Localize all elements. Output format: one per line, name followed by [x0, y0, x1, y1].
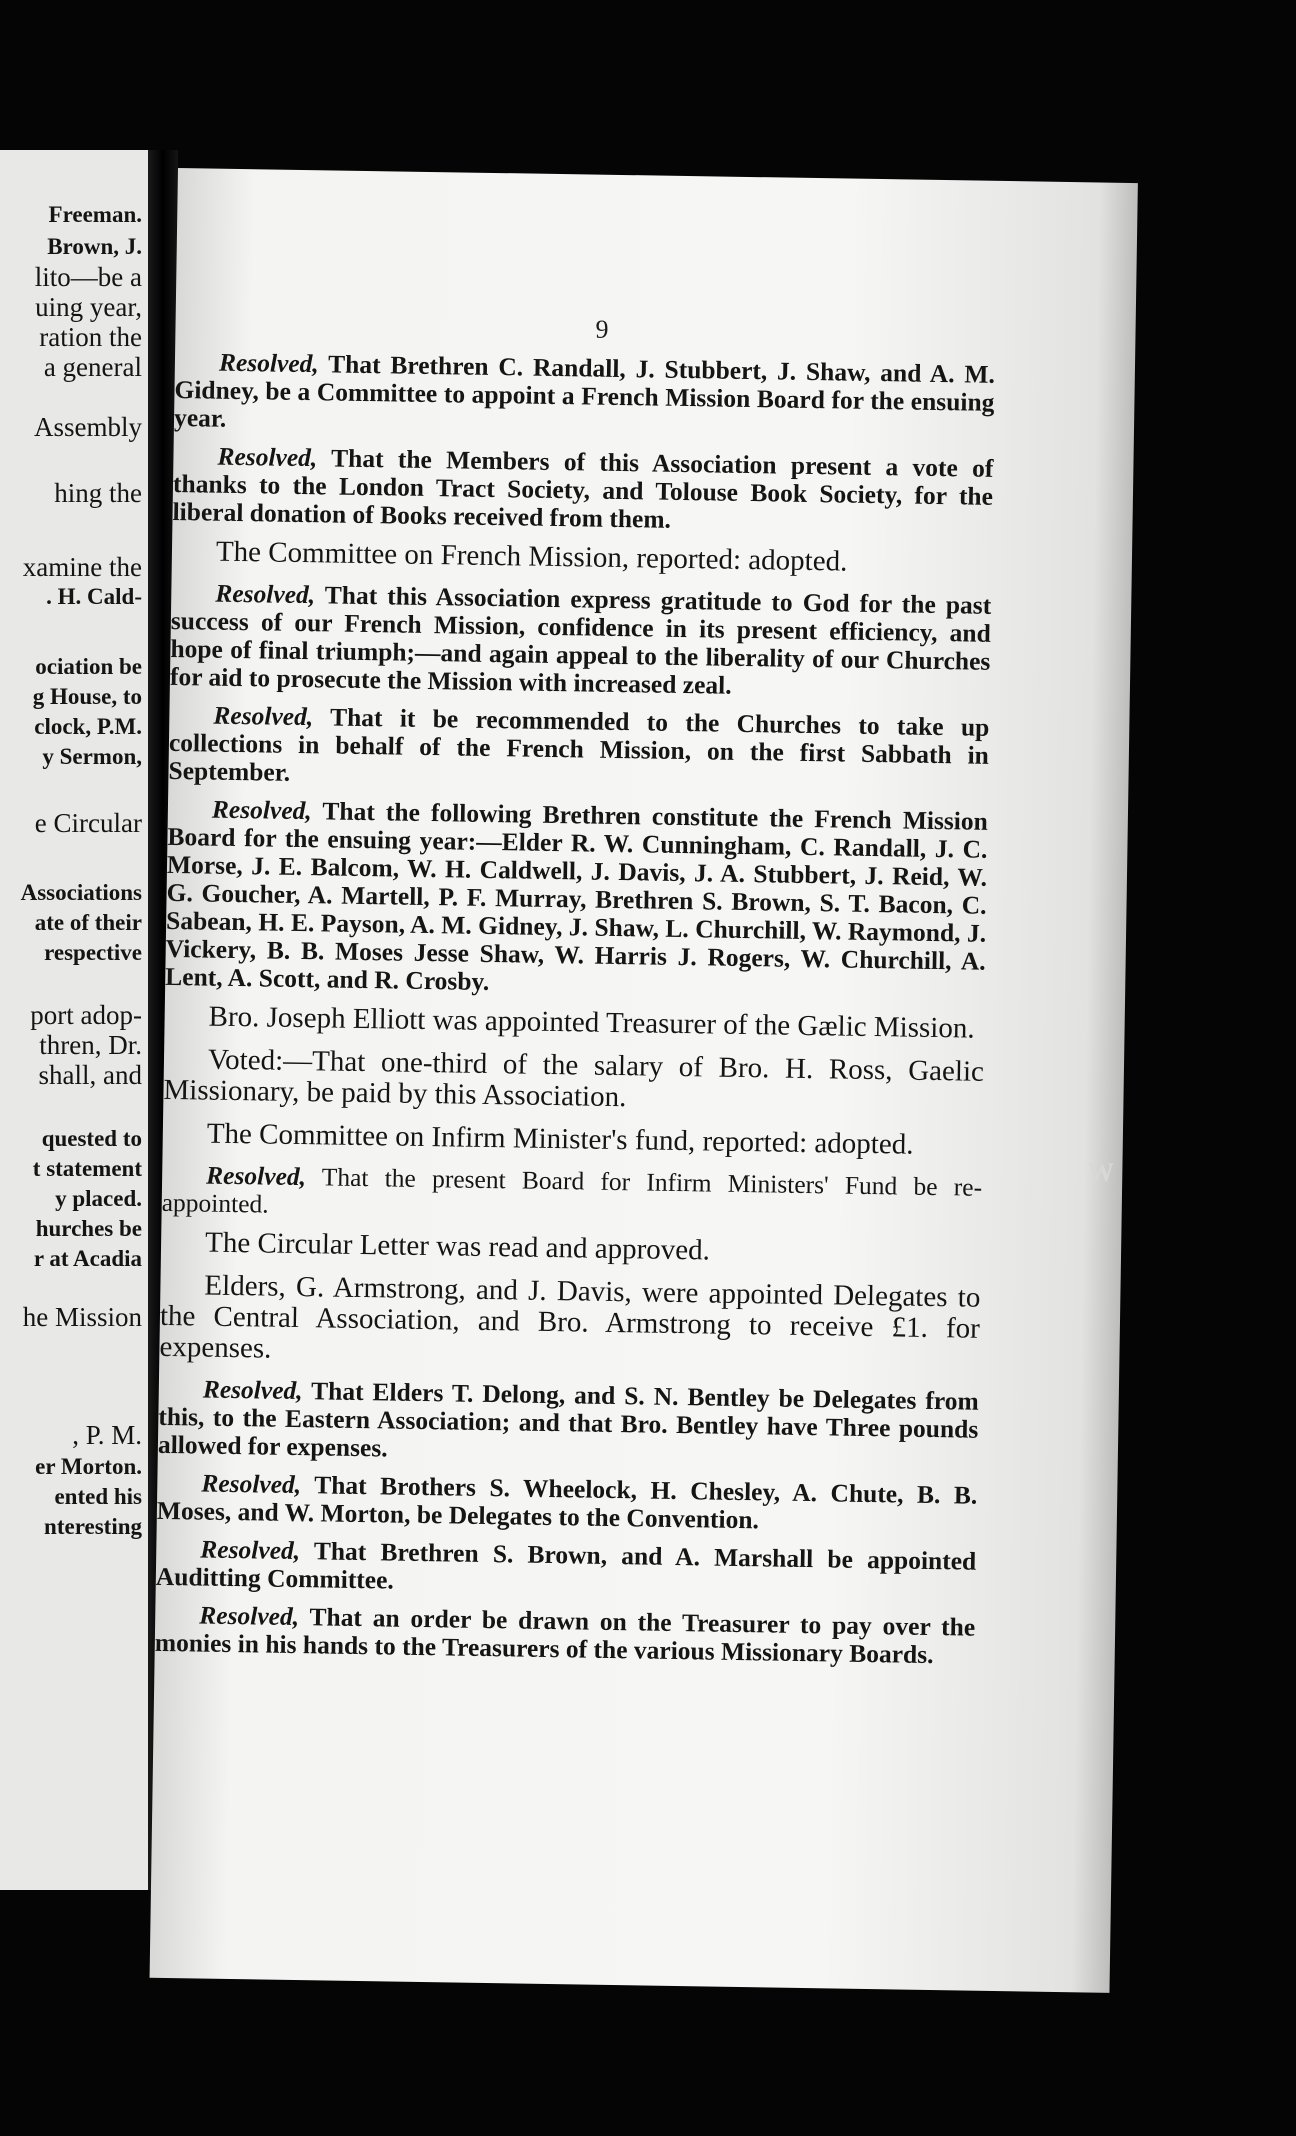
paragraph	[172, 536, 992, 580]
paragraph	[170, 579, 992, 704]
left-page-line: Brown, J.	[47, 234, 142, 259]
paragraph	[162, 1161, 983, 1230]
margin-mark: W	[1088, 1158, 1114, 1187]
left-page-line: e Circular	[34, 808, 142, 838]
paragraph-text: The Committee on Infirm Minister's fund, reported: adopted.	[206, 1117, 914, 1161]
paragraph-text: That the present Board for Infirm Ministers' Fund be re-appointed.	[161, 1162, 983, 1219]
resolved-lead: Resolved,	[205, 1160, 307, 1192]
left-page-line: shall, and	[38, 1060, 142, 1090]
paragraph-text: That Brethren S. Brown, and A. Marshall be appointed Auditting Committee.	[155, 1536, 977, 1595]
paragraph-text: Bro. Joseph Elliott was appointed Treasurer of the Gælic Mission.	[208, 1000, 975, 1045]
left-page-line: Freeman.	[48, 202, 142, 227]
left-page-line: respective	[44, 940, 142, 965]
left-page-line: Associations	[20, 880, 142, 905]
left-page-line: clock, P.M.	[34, 714, 142, 739]
resolved-lead: Resolved,	[215, 578, 316, 610]
paragraph-text: The Circular Letter was read and approved.	[204, 1226, 711, 1267]
left-page-line: hurches be	[35, 1216, 142, 1241]
paragraph-text: That the Members of this Association present a vote of thanks to the London Tract Society, and Tolouse Book Society, for the liberal donation of Books received from them.	[172, 443, 994, 534]
resolved-lead: Resolved,	[218, 347, 320, 379]
left-page-line: t statement	[32, 1156, 142, 1181]
left-page-line: , P. M.	[72, 1420, 142, 1450]
left-page-line: ate of their	[34, 910, 142, 935]
paragraph-text: The Committee on French Mission, reported: adopted.	[215, 535, 848, 578]
resolved-lead: Resolved,	[201, 1468, 302, 1500]
previous-page-fragment	[0, 150, 148, 1890]
paragraph	[174, 348, 995, 445]
left-page-line: thren, Dr.	[39, 1030, 142, 1060]
paragraph	[168, 701, 989, 798]
page-number: 9	[595, 314, 609, 344]
resolved-lead: Resolved,	[200, 1534, 301, 1566]
paragraph-text: Voted:—That one-third of the salary of Bro. H. Ross, Gaelic Missionary, be paid by this Association.	[163, 1043, 985, 1114]
left-page-line: a general	[43, 352, 142, 382]
resolved-lead: Resolved,	[202, 1374, 303, 1406]
left-page-line: hing the	[54, 478, 142, 508]
left-page-line: he Mission	[22, 1302, 142, 1332]
resolved-lead: Resolved,	[217, 441, 318, 473]
paragraph-text: That Brothers S. Wheelock, H. Chesley, A. Chute, B. B. Moses, and W. Morton, be Delegates to the Convention.	[156, 1470, 978, 1535]
left-page-line: port adop-	[30, 1000, 142, 1030]
left-page-line: y Sermon,	[42, 744, 142, 769]
paragraph-text: Elders, G. Armstrong, and J. Davis, were appointed Delegates to the Central Association, and Bro. Armstrong to receive £1. for expenses.	[159, 1269, 981, 1365]
resolved-lead: Resolved,	[199, 1600, 300, 1632]
paragraph	[157, 1469, 978, 1538]
paragraph-text: That an order be drawn on the Treasurer to pay over the monies in his hands to the Treasurers of the various Missionary Boards.	[154, 1602, 976, 1670]
paragraph-text: That Elders T. Delong, and S. N. Bentley be Delegates from this, to the Eastern Association; and that Bro. Bentley have Three pounds allowed for expenses.	[157, 1376, 979, 1463]
left-page-line: Assembly	[34, 412, 142, 442]
paragraph	[158, 1375, 979, 1472]
paragraph	[155, 1601, 976, 1670]
page-body	[154, 348, 995, 1680]
left-page-line: xamine the	[22, 552, 142, 582]
left-page-line: g House, to	[32, 684, 142, 709]
left-page-line: lito—be a	[34, 262, 142, 292]
paragraph-text: That the following Brethren constitute the French Mission Board for the ensuing year:—Elder R. W. Cunningham, C. Randall, J. C. Morse, J. E. Balcom, W. H. Caldwell, J. Davis, J. A. Stubbert, J. Reid, W. G. Goucher, A. Martell, P. F. Murray, Brethren S. Brown, S. T. Bacon, C. Sabean, H. E. Payson, A. M. Gidney, J. Shaw, L. Churchill, W. Raymond, J. Vickery, B. B. Moses Jesse Shaw, W. Harris J. Rogers, W. Churchill, A. Lent, A. Scott, and R. Crosby.	[165, 796, 989, 996]
left-page-line: y placed.	[55, 1186, 142, 1211]
left-page-line: nteresting	[44, 1514, 142, 1539]
paragraph-text: That Brethren C. Randall, J. Stubbert, J. Shaw, and A. M. Gidney, be a Committee to appoint a French Mission Board for the ensuing year.	[173, 349, 996, 433]
left-page-line: ration the	[39, 322, 142, 352]
paragraph	[164, 1001, 984, 1045]
paragraph	[161, 1227, 981, 1271]
resolved-lead: Resolved,	[211, 794, 313, 826]
left-page-line: quested to	[41, 1126, 142, 1151]
left-page-line: r at Acadia	[33, 1246, 142, 1271]
paragraph	[172, 442, 993, 539]
paragraph	[159, 1270, 980, 1376]
left-page-line: er Morton.	[35, 1454, 142, 1479]
left-page-line: ociation be	[35, 654, 142, 679]
paragraph	[165, 795, 988, 1004]
resolved-lead: Resolved,	[213, 700, 314, 732]
left-page-line: ented his	[54, 1484, 142, 1509]
left-page-line: . H. Cald-	[46, 584, 142, 609]
paragraph	[163, 1118, 983, 1162]
paragraph-text: That this Association express gratitude to God for the past success of our French Mission, confidence in its present efficiency, and hope of final triumph;—and again appeal to the liberality of our Churches for aid to prosecute the Mission with increased zeal.	[169, 580, 992, 700]
paragraph	[163, 1044, 984, 1119]
document-page	[150, 168, 1138, 1993]
paragraph-text: That it be recommended to the Churches to take up collections in behalf of the French Mission, on the first Sabbath in September.	[168, 702, 990, 787]
left-page-line: uing year,	[35, 292, 142, 322]
paragraph	[156, 1535, 977, 1604]
